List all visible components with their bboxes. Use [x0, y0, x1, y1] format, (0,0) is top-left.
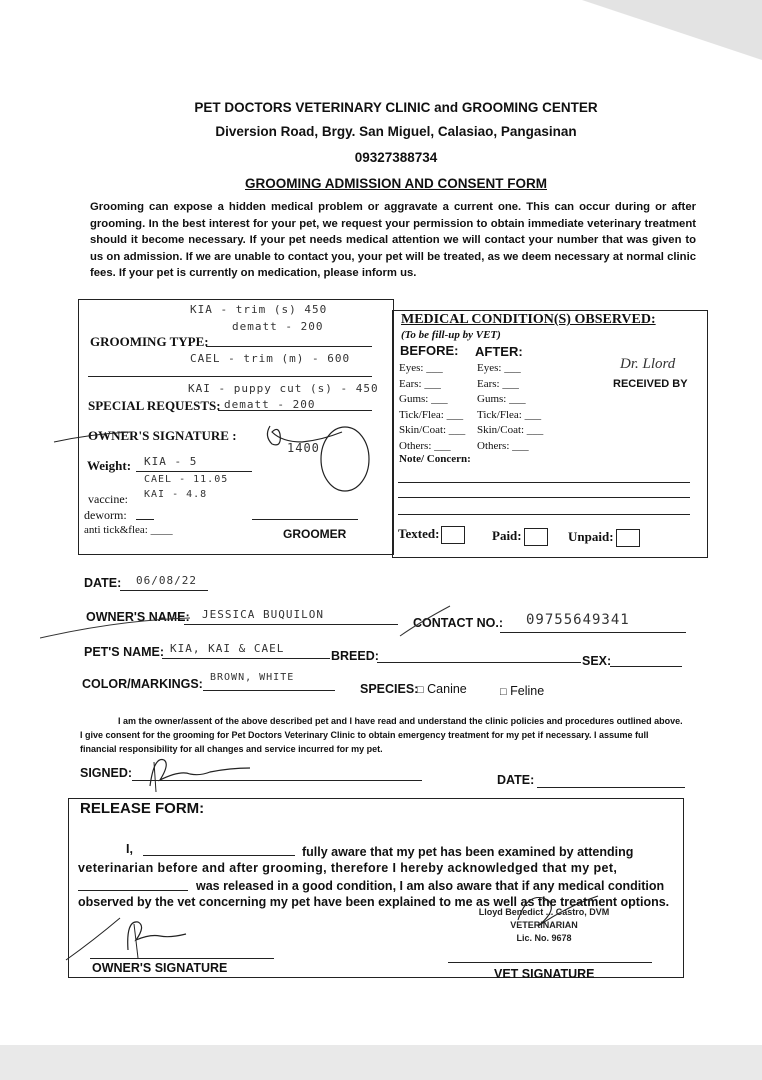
feline-checkbox-icon[interactable]: □	[500, 686, 507, 698]
texted-field[interactable]	[398, 526, 465, 544]
owner-release-sign-label: OWNER'S SIGNATURE	[92, 961, 228, 975]
canine-label: Canine	[427, 682, 467, 696]
pet-name-label: PET'S NAME:	[84, 645, 165, 659]
unpaid-label: Unpaid:	[568, 529, 614, 544]
deworm-field[interactable]	[136, 519, 154, 520]
after-tick-flea[interactable]: Tick/Flea: ___	[477, 408, 542, 421]
paid-field[interactable]	[492, 528, 548, 546]
owner-release-sign-line[interactable]	[90, 958, 274, 959]
pet-name-field[interactable]	[162, 658, 330, 659]
grooming-type-field[interactable]	[206, 346, 372, 347]
deworm-label: deworm:	[84, 508, 127, 522]
form-title: GROOMING ADMISSION AND CONSENT FORM	[245, 176, 547, 191]
signed-date-field[interactable]	[537, 787, 685, 788]
before-label: BEFORE:	[400, 343, 459, 358]
vet-stamp-name: Lloyd Benedict ... Castro, DVM	[478, 907, 610, 917]
owner-name-value: JESSICA BUQUILON	[202, 608, 324, 621]
received-by-signature: Dr. Llord	[620, 356, 676, 372]
special-requests-label: SPECIAL REQUESTS:	[88, 398, 221, 413]
scan-shadow	[0, 1045, 762, 1080]
signed-signature-scribble	[140, 752, 250, 796]
sex-field[interactable]	[610, 666, 682, 667]
vet-sign-label: VET SIGNATURE	[494, 967, 595, 981]
after-ears[interactable]: Ears: ___	[477, 377, 519, 390]
paid-checkbox[interactable]	[524, 528, 548, 546]
date-label: DATE:	[84, 576, 122, 590]
texted-label: Texted:	[398, 526, 440, 541]
sex-label: SEX:	[582, 654, 612, 668]
release-title: RELEASE FORM:	[80, 800, 205, 817]
anti-tick-label: anti tick&flea: ____	[84, 524, 173, 536]
release-pet-name-field[interactable]	[78, 890, 188, 891]
clinic-address: Diversion Road, Brgy. San Miguel, Calasiao, Pangasinan	[215, 124, 577, 139]
weight-label: Weight:	[87, 458, 132, 473]
contact-value: 09755649341	[526, 612, 630, 628]
vet-signature-scribble	[510, 880, 630, 940]
paid-label: Paid:	[492, 528, 522, 543]
consent-paragraph: I am the owner/assent of the above described pet and I have read and understand the clinic policies and procedures outlined above. I give consent for the grooming for Pet Doctors Veterinary Clinic to obtain emergency treatment for my pet if necessary. I assume full financial responsibility for all changes and service incurred for my pet.	[80, 716, 683, 754]
species-feline-option[interactable]	[500, 684, 544, 698]
release-text-3: was released in a good condition, I am also aware that if any medical condition	[196, 879, 665, 893]
after-gums[interactable]: Gums: ___	[477, 393, 526, 405]
signed-date-label: DATE:	[497, 773, 535, 787]
vet-stamp-license: Lic. No. 9678	[516, 933, 572, 943]
unpaid-field[interactable]	[568, 529, 640, 547]
grooming-line-4: KAI - puppy cut (s) - 450	[188, 382, 379, 395]
weight-line-3: KAI - 4.8	[144, 489, 208, 500]
note-line-2[interactable]	[398, 497, 690, 498]
breed-label: BREED:	[331, 649, 379, 663]
note-label: Note/ Concern:	[399, 453, 471, 465]
date-value: 06/08/22	[136, 574, 197, 587]
pet-name-value: KIA, KAI & CAEL	[170, 642, 285, 655]
groomer-label: GROOMER	[283, 527, 347, 541]
color-value: BROWN, WHITE	[210, 672, 295, 683]
grooming-type-label: GROOMING TYPE:	[90, 334, 209, 349]
weight-line-2: CAEL - 11.05	[144, 474, 229, 485]
color-label: COLOR/MARKINGS:	[82, 677, 203, 691]
owner-name-label: OWNER'S NAME:	[86, 610, 190, 624]
after-others[interactable]: Others: ___	[477, 439, 529, 452]
grooming-line-3: CAEL - trim (m) - 600	[190, 352, 351, 365]
before-conditions	[399, 361, 465, 454]
medical-title: MEDICAL CONDITION(S) OBSERVED:	[401, 312, 656, 327]
owner-signature-label: OWNER'S SIGNATURE :	[88, 428, 237, 443]
medical-subtitle: (To be fill-up by VET)	[401, 329, 501, 341]
page-corner-fold	[582, 0, 762, 60]
release-text-1: fully aware that my pet has been examined by attending	[302, 845, 634, 859]
grooming-type-field-2[interactable]	[88, 376, 372, 377]
canine-checkbox-icon[interactable]: □	[417, 684, 424, 696]
intro-paragraph: Grooming can expose a hidden medical problem or aggravate a current one. This can occur during or after grooming. In the best interest for your pet, we request your permission to obtain immediate veterinary treatment should it become necessary. If your pet needs medical attention we will contact your number that was given to us on admission. If we are unable to contact you, your pet will be treated, as we deem necessary at normal clinic fees. If your pet is currently on medication, please inform us.	[90, 201, 696, 280]
received-by-label: RECEIVED BY	[613, 378, 688, 390]
release-text-4: observed by the vet concerning my pet have been explained to me as well as the treatment options.	[78, 895, 670, 909]
weight-line-1: KIA - 5	[144, 455, 198, 468]
special-requests-value: dematt - 200	[224, 398, 316, 411]
before-others[interactable]: Others: ___	[399, 439, 451, 452]
note-line-3[interactable]	[398, 514, 690, 515]
after-eyes[interactable]: Eyes: ___	[477, 362, 521, 374]
release-i-text: I,	[126, 842, 133, 856]
after-conditions	[477, 361, 543, 454]
before-eyes[interactable]: Eyes: ___	[399, 362, 443, 374]
total-value: 1400	[287, 441, 320, 455]
vet-sign-line[interactable]	[448, 962, 652, 963]
groomer-sign-line[interactable]	[252, 519, 358, 520]
after-label: AFTER:	[475, 344, 523, 359]
owner-release-signature-scribble	[64, 900, 204, 964]
contact-field[interactable]	[500, 632, 686, 633]
date-field[interactable]	[120, 590, 208, 591]
release-text-2: veterinarian before and after grooming, therefore I hereby acknowledged that my pet,	[78, 861, 618, 875]
release-owner-name-field[interactable]	[143, 855, 295, 856]
vet-stamp-title: VETERINARIAN	[510, 920, 578, 930]
feline-label: Feline	[510, 684, 545, 698]
before-ears[interactable]: Ears: ___	[399, 377, 441, 390]
grooming-line-2: dematt - 200	[232, 320, 324, 333]
before-gums[interactable]: Gums: ___	[399, 393, 448, 405]
weight-field[interactable]	[136, 471, 252, 472]
clinic-name: PET DOCTORS VETERINARY CLINIC and GROOMING CENTER	[194, 100, 598, 115]
texted-checkbox[interactable]	[441, 526, 465, 544]
species-canine-option[interactable]	[417, 682, 467, 696]
clinic-phone: 09327388734	[354, 150, 438, 165]
before-skin-coat[interactable]: Skin/Coat: ___	[399, 424, 466, 436]
contact-label: CONTACT NO.:	[413, 616, 504, 630]
before-tick-flea[interactable]: Tick/Flea: ___	[399, 408, 464, 421]
unpaid-checkbox[interactable]	[616, 529, 640, 547]
signed-label: SIGNED:	[80, 766, 133, 780]
after-skin-coat[interactable]: Skin/Coat: ___	[477, 424, 544, 436]
strikethrough-lines	[40, 598, 460, 648]
grooming-line-1: KIA - trim (s) 450	[190, 303, 328, 316]
vaccine-label: vaccine:	[88, 492, 128, 506]
color-field[interactable]	[203, 690, 335, 691]
note-line-1[interactable]	[398, 482, 690, 483]
breed-field[interactable]	[377, 662, 581, 663]
species-label: SPECIES:	[360, 682, 419, 696]
